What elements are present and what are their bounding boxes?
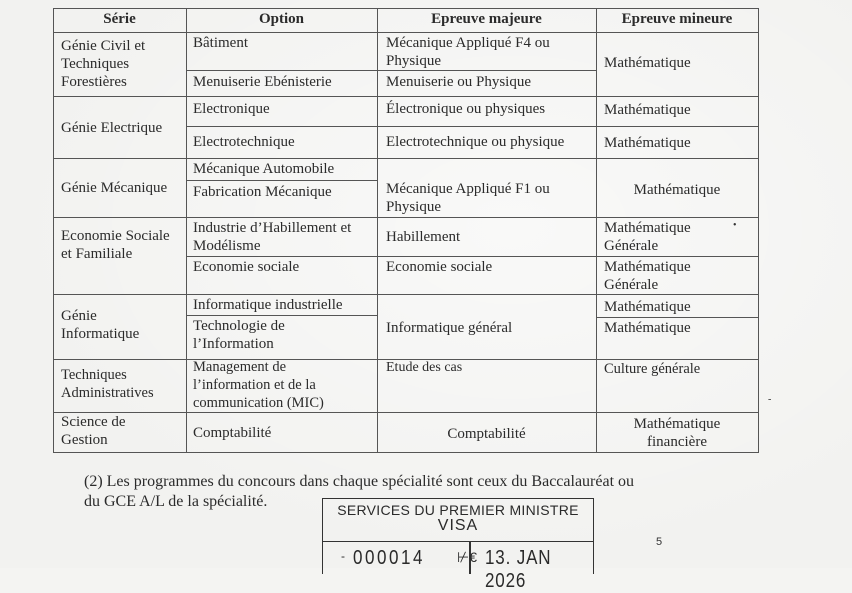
header-option: Option: [258, 11, 304, 27]
mineure-cell: Mathématique: [604, 320, 691, 336]
stamp-date: 13. JAN 2026: [485, 547, 552, 592]
majeure-cell: Etude des cas: [386, 360, 463, 375]
majeure-cell: Électronique ou physiques: [386, 101, 546, 117]
option-cell: Technologie de l’Information: [193, 318, 285, 352]
row-divider: [186, 256, 759, 257]
speck: •: [733, 220, 737, 231]
majeure-cell: Comptabilité: [447, 426, 526, 442]
signature-mark-icon: ⊬€: [457, 549, 477, 565]
option-cell: Economie sociale: [193, 259, 300, 275]
option-cell: Informatique industrielle: [193, 297, 343, 313]
speck: -: [768, 394, 772, 405]
option-cell: Bâtiment: [193, 35, 248, 51]
mineure-cell: Mathématique Générale: [604, 220, 691, 254]
row-divider: [186, 180, 377, 181]
majeure-cell: Informatique général: [386, 320, 513, 336]
mineure-cell: Mathématique financière: [633, 416, 721, 450]
row-divider: [186, 315, 377, 316]
footnote-line-2: du GCE A/L de la spécialité.: [84, 493, 268, 510]
majeure-cell: Habillement: [386, 229, 461, 245]
row-divider: [53, 294, 759, 295]
stamp-dash: -: [341, 549, 345, 563]
option-cell: Management de l’information et de la communication (MIC): [193, 359, 324, 411]
stamp-visa: VISA: [437, 517, 479, 534]
serie-cell: Génie Electrique: [61, 120, 163, 136]
table-border-right: [758, 8, 759, 453]
mineure-cell: Mathématique: [604, 55, 691, 71]
column-divider: [377, 8, 378, 453]
header-epreuve-mineure: Epreuve mineure: [621, 11, 733, 27]
serie-cell: Génie Mécanique: [61, 180, 168, 196]
serie-cell: Economie Sociale et Familiale: [61, 228, 170, 262]
mineure-cell: Mathématique: [604, 135, 691, 151]
option-cell: Fabrication Mécanique: [193, 184, 332, 200]
option-cell: Comptabilité: [193, 425, 272, 441]
row-divider: [53, 96, 759, 97]
page-number: 5: [656, 536, 663, 548]
mineure-cell: Mathématique Générale: [604, 259, 691, 293]
column-divider: [596, 8, 597, 453]
table-border-top: [53, 8, 759, 9]
serie-cell: Génie Informatique: [61, 308, 140, 342]
mineure-cell: Mathématique: [604, 102, 691, 118]
stamp-header: [323, 499, 593, 542]
option-cell: Industrie d’Habillement et Modélisme: [193, 220, 352, 254]
majeure-cell: Electrotechnique ou physique: [386, 134, 565, 150]
table-border-left: [53, 8, 54, 453]
row-divider: [186, 126, 759, 127]
majeure-cell: Menuiserie ou Physique: [386, 74, 531, 90]
header-serie: Série: [103, 11, 136, 27]
header-divider: [53, 32, 759, 33]
row-divider: [53, 217, 759, 218]
serie-cell: Génie Civil et Techniques Forestières: [61, 38, 146, 90]
stamp-number: 000014: [353, 547, 426, 569]
stamp-service: SERVICES DU PREMIER MINISTRE: [337, 502, 579, 518]
row-divider: [596, 317, 759, 318]
row-divider: [186, 70, 597, 71]
serie-cell: Techniques Administratives: [61, 367, 154, 401]
footnote-line-1: (2) Les programmes du concours dans chaque spécialité sont ceux du Baccalauréat ou: [84, 473, 635, 490]
serie-cell: Science de Gestion: [61, 414, 126, 448]
option-cell: Electrotechnique: [193, 134, 295, 150]
header-epreuve-majeure: Epreuve majeure: [431, 11, 542, 27]
row-divider: [53, 158, 759, 159]
mineure-cell: Mathématique: [633, 182, 721, 198]
column-divider: [186, 8, 187, 453]
mineure-cell: Mathématique: [604, 299, 691, 315]
majeure-cell: Mécanique Appliqué F1 ou Physique: [386, 181, 550, 215]
mineure-cell: Culture générale: [604, 361, 701, 377]
majeure-cell: Mécanique Appliqué F4 ou Physique: [386, 35, 550, 69]
majeure-cell: Economie sociale: [386, 259, 493, 275]
visa-stamp: [322, 498, 594, 592]
table-border-bottom: [53, 452, 759, 453]
option-cell: Mécanique Automobile: [193, 161, 335, 177]
option-cell: Electronique: [193, 101, 270, 117]
option-cell: Menuiserie Ebénisterie: [193, 74, 332, 90]
